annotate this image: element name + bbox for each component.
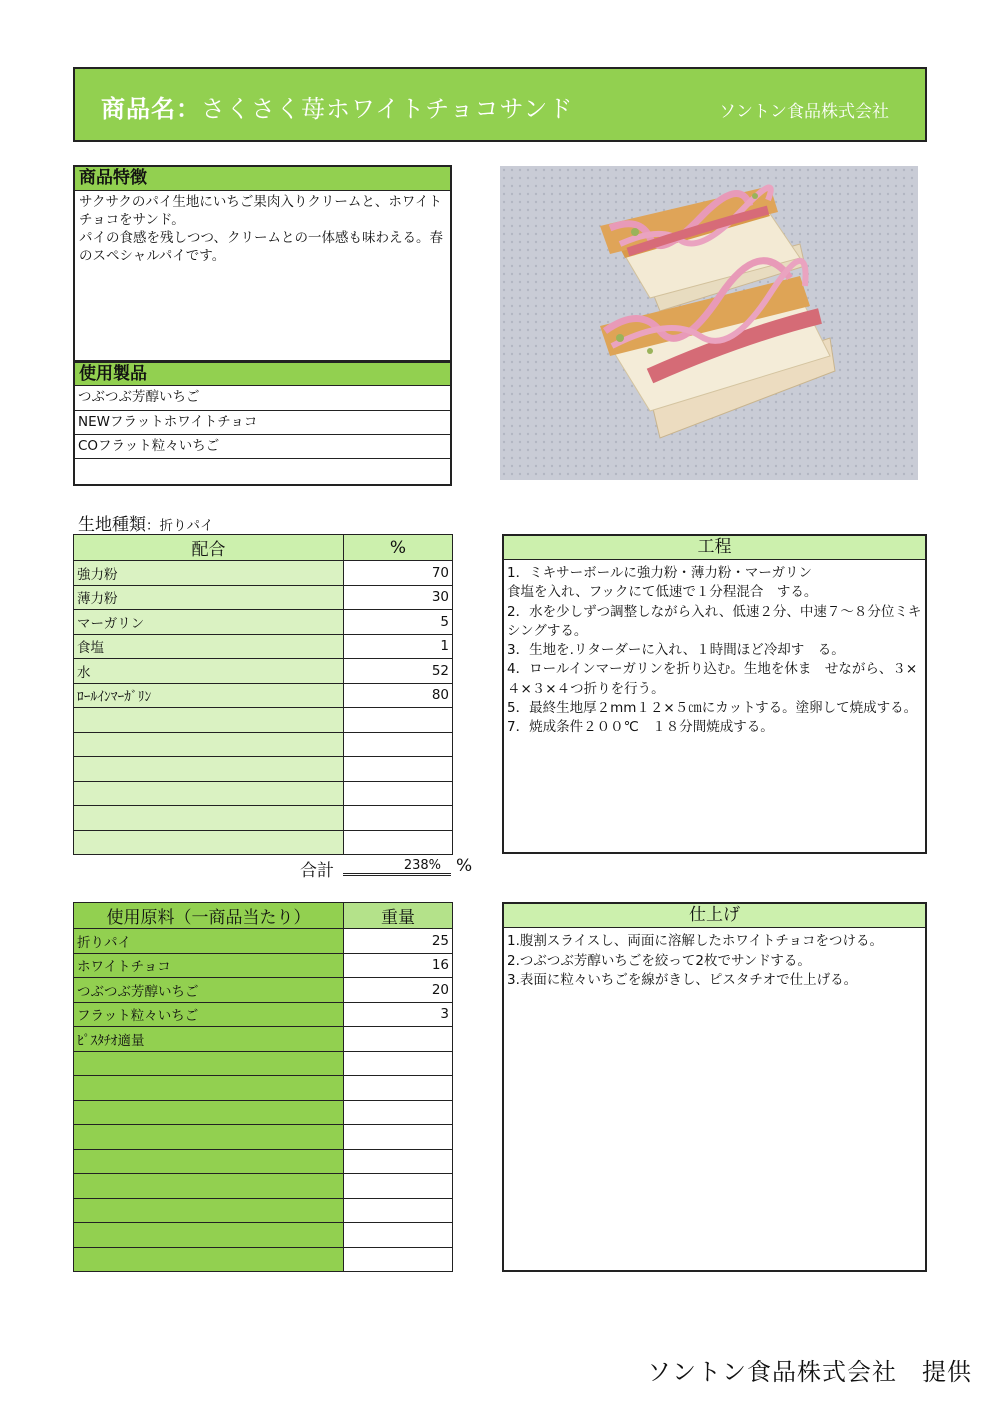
recipe-header-row [74,535,453,561]
ingredient-weight [344,1149,453,1174]
table-row [74,953,453,978]
ingredient-weight [344,1247,453,1272]
finishing-text: 1.腹割スライスし、両面に溶解したホワイトチョコをつける。 2.つぶつぶ芳醇いちごを絞って2枚でサンドする。 3.表面に粒々いちごを線がきし、ピスタチオで仕上げる。 [507,933,884,988]
table-row [74,978,453,1003]
recipe-item-name: 強力粉 [74,561,344,586]
ingredient-name [74,1198,344,1223]
ingredient-name [74,1174,344,1199]
recipe-item-name: 薄力粉 [74,585,344,610]
table-row [74,1100,453,1125]
recipe-item-name [74,781,344,806]
ingredient-weight: 3 [344,1002,453,1027]
table-row [74,806,453,831]
dough-type-value: ：折りパイ [146,518,214,534]
features-heading: 商品特徴 [75,167,450,191]
recipe-item-pct: 30 [344,585,453,610]
recipe-item-pct [344,708,453,733]
header-bar [73,67,927,142]
ingredients-table [73,902,453,1272]
recipe-item-pct: 70 [344,561,453,586]
ingredient-weight [344,1100,453,1125]
table-row [74,830,453,855]
recipe-item-pct: 1 [344,634,453,659]
ingredients-col-name: 使用原料（一商品当たり） [74,903,344,929]
process-text: 1．ミキサーボールに強力粉・薄力粉・マーガリン 食塩を入れ、フックにて低速で１分程混合 する。 2．水を少しずつ調整しながら入れ、低速２分、中速７～８分位ミキシングする。 3．生地を.リターダーに入れ、１時間ほど冷却す る。 4．ロールインマーガリンを折り込む。生地を休ま せながら、３×４×３×４つ折りを行う。 5．最終生地厚２mm１２×５㎝にカットする。塗卵して焼成する。 7．焼成条件２００℃ １８分間焼成する。 [507,565,922,736]
ingredient-weight: 20 [344,978,453,1003]
table-row [74,1076,453,1101]
recipe-table [73,534,453,855]
product-item [75,458,450,482]
table-row [74,1247,453,1272]
product-name: さくさく苺ホワイトチョコサンド [201,95,574,123]
ingredient-weight [344,1125,453,1150]
table-row [74,757,453,782]
product-item: NEWフラットホワイトチョコ [75,410,450,434]
ingredient-name: フラット粒々いちご [74,1002,344,1027]
dough-type-label: 生地種類 [78,515,146,535]
ingredient-name [74,1076,344,1101]
ingredient-name: ﾋﾟｽﾀﾁｵ適量 [74,1027,344,1052]
ingredient-name [74,1247,344,1272]
table-row [74,683,453,708]
recipe-item-name: 食塩 [74,634,344,659]
ingredient-weight: 25 [344,929,453,954]
recipe-col-name: 配合 [74,535,344,561]
table-row [74,732,453,757]
finishing-section [502,902,927,1272]
product-title [101,89,573,124]
ingredient-name: ホワイトチョコ [74,953,344,978]
strawberry-white-chocolate-pastry-photo [500,166,918,480]
product-item: COフラット粒々いちご [75,434,450,458]
ingredient-name [74,1223,344,1248]
ingredient-name [74,1125,344,1150]
table-row [74,1125,453,1150]
ingredient-name [74,1051,344,1076]
table-row [74,929,453,954]
products-heading: 使用製品 [75,362,450,386]
recipe-item-name [74,757,344,782]
ingredient-weight [344,1027,453,1052]
product-photo [500,166,918,480]
recipe-item-pct: 52 [344,659,453,684]
ingredients-col-weight: 重量 [344,903,453,929]
ingredient-weight [344,1174,453,1199]
recipe-item-name [74,830,344,855]
total-value: 238% [343,858,451,876]
table-row [74,1198,453,1223]
total-unit: % [456,856,473,876]
recipe-item-pct: 5 [344,610,453,635]
recipe-item-name [74,732,344,757]
ingredient-weight [344,1198,453,1223]
recipe-col-pct: % [344,535,453,561]
recipe-item-name: マーガリン [74,610,344,635]
recipe-item-name: ﾛｰﾙｲﾝﾏｰｶﾞﾘﾝ [74,683,344,708]
ingredient-name [74,1149,344,1174]
process-section [502,534,927,854]
table-row [74,1027,453,1052]
table-row [74,610,453,635]
ingredient-weight: 16 [344,953,453,978]
ingredient-weight [344,1223,453,1248]
ingredient-name: つぶつぶ芳醇いちご [74,978,344,1003]
table-row [74,1223,453,1248]
table-row [74,1002,453,1027]
table-row [74,634,453,659]
ingredient-weight [344,1076,453,1101]
recipe-item-pct [344,757,453,782]
table-row [74,1174,453,1199]
ingredient-name: 折りパイ [74,929,344,954]
ingredients-header-row [74,903,453,929]
table-row [74,1149,453,1174]
product-name-label: 商品名： [101,95,201,123]
ingredient-name [74,1100,344,1125]
table-row [74,585,453,610]
recipe-item-pct: 80 [344,683,453,708]
products-section [73,362,452,486]
table-row [74,659,453,684]
recipe-item-name [74,806,344,831]
recipe-item-pct [344,806,453,831]
features-text: サクサクのパイ生地にいちご果肉入りクリームと、ホワイトチョコをサンド。 パイの食感を残しつつ、クリームとの一体感も味わえる。春のスペシャルパイです。 [79,194,443,264]
table-row [74,561,453,586]
recipe-item-pct [344,732,453,757]
total-label: 合計 [300,861,334,881]
features-section [73,165,452,362]
recipe-item-pct [344,830,453,855]
recipe-item-name [74,708,344,733]
company-name: ソントン食品株式会社 [719,102,889,122]
finishing-heading: 仕上げ [504,904,925,928]
ingredient-weight [344,1051,453,1076]
product-item: つぶつぶ芳醇いちご [78,389,200,405]
recipe-total [300,856,473,881]
table-row [74,1051,453,1076]
process-heading: 工程 [504,536,925,560]
dough-type [78,510,214,535]
footer-credit: ソントン食品株式会社 提供 [647,1358,972,1386]
recipe-item-name: 水 [74,659,344,684]
table-row [74,708,453,733]
table-row [74,781,453,806]
recipe-item-pct [344,781,453,806]
